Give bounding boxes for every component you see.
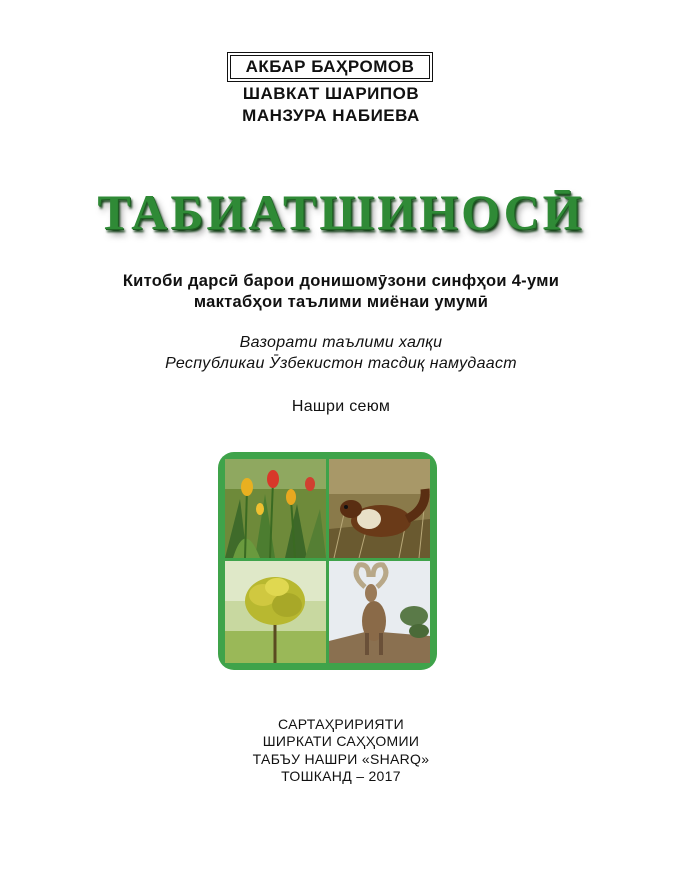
tulips-image <box>225 459 326 558</box>
subtitle-line-1: Китоби дарсӣ барои донишомӯзони синфҳои 4-уми <box>122 272 560 290</box>
approval-line-2: Республикаи Ӯзбекистон тасдиқ намудааст <box>165 355 517 372</box>
shrub-image <box>225 561 326 663</box>
edition-label: Нашри сеюм <box>291 398 391 415</box>
author-3: МАНЗУРА НАБИЕВА <box>242 106 420 125</box>
marten-image <box>329 459 430 558</box>
publisher-line-3: ТАБЪУ НАШРИ «SHARQ» <box>252 751 430 767</box>
approval-line-1: Вазорати таълими халқи <box>239 334 443 351</box>
book-title: ТАБИАТШИНОСӢ <box>97 184 585 240</box>
publisher-line-2: ШИРКАТИ САҲҲОМИИ <box>262 733 420 749</box>
author-1: АКБАР БАҲРОМОВ <box>230 55 430 79</box>
author-2: ШАВКАТ ШАРИПОВ <box>242 84 420 103</box>
publisher-line-1: САРТАҲРИРИЯТИ <box>277 716 405 732</box>
cover-image-collage <box>218 452 437 670</box>
publisher-line-4: ТОШКАНД – 2017 <box>281 768 401 784</box>
argali-image <box>329 561 430 663</box>
subtitle-line-2: мактабҳои таълими миёнаи умумӣ <box>193 293 489 311</box>
